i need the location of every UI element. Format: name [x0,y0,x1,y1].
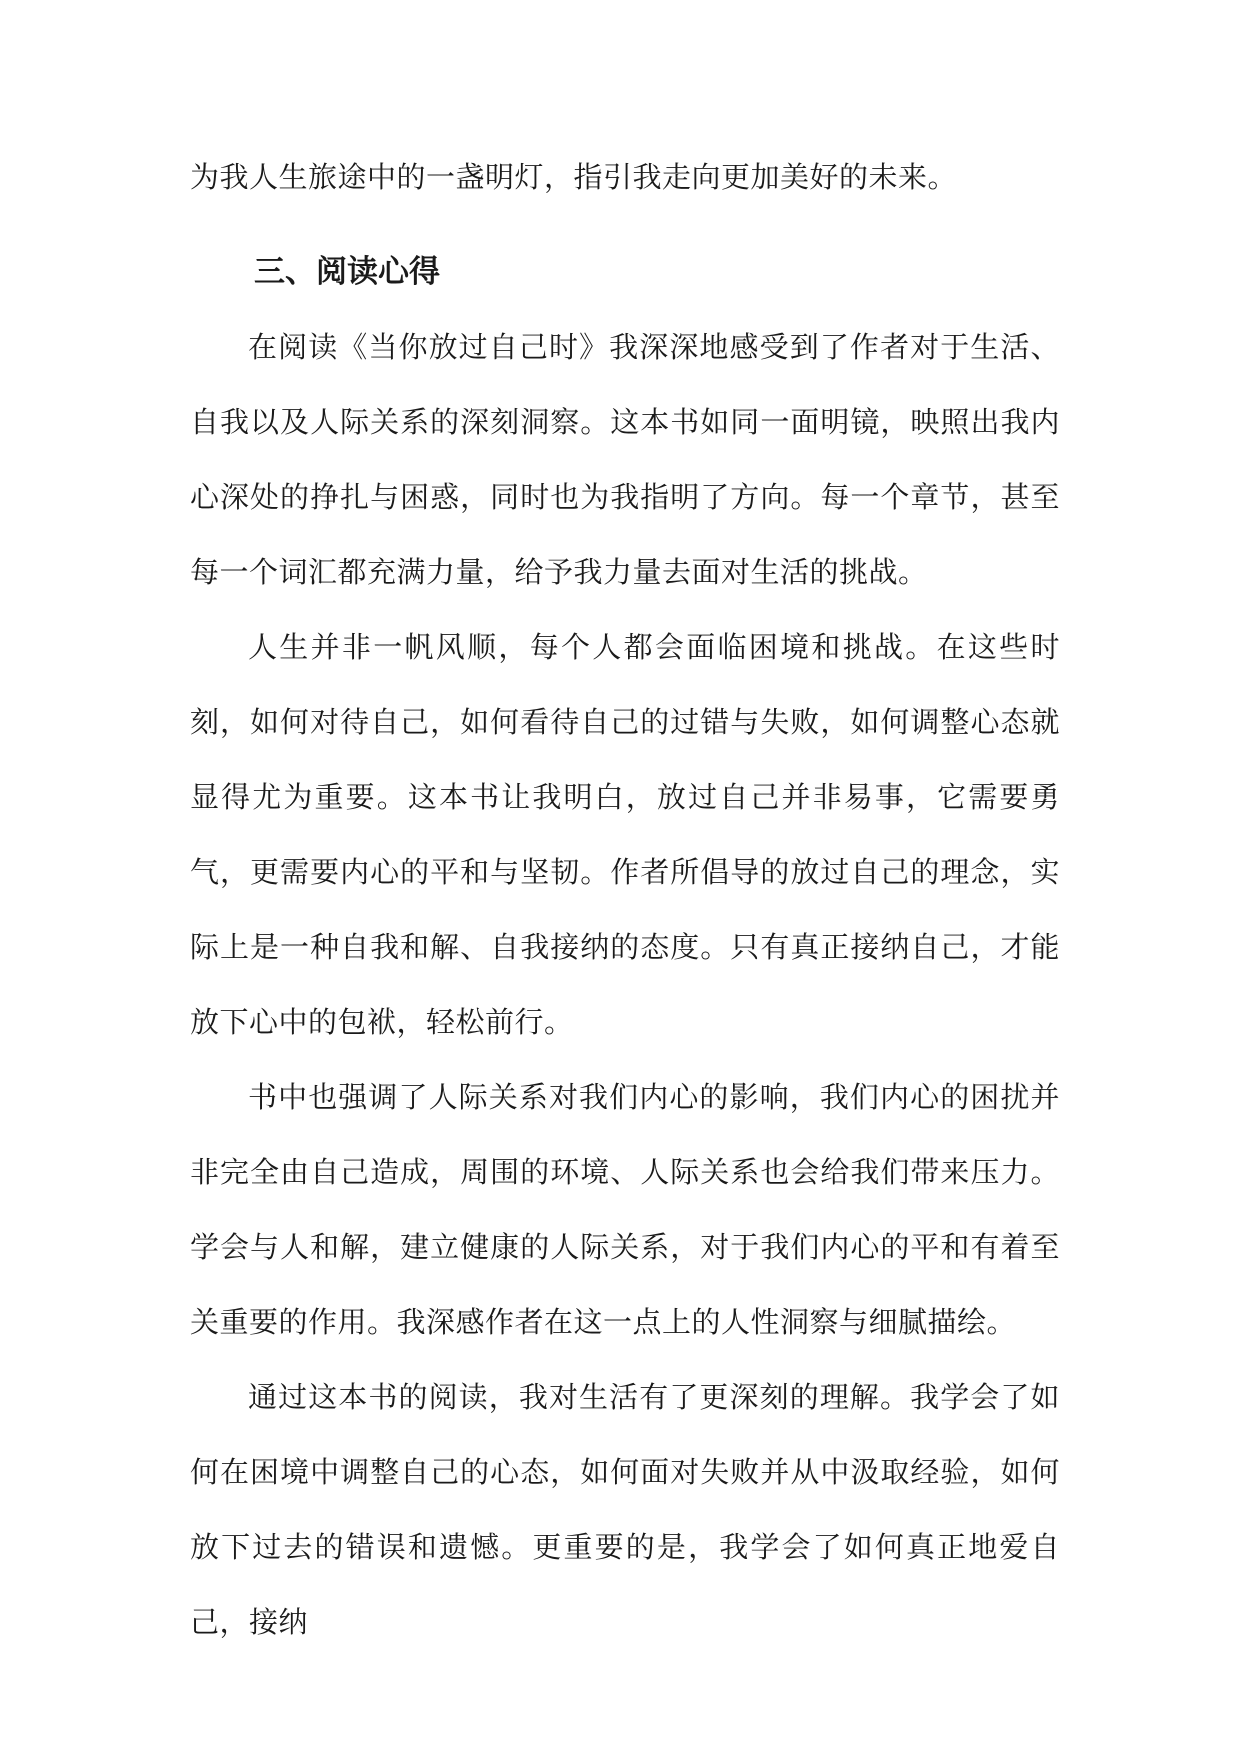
body-paragraph: 通过这本书的阅读，我对生活有了更深刻的理解。我学会了如何在困境中调整自己的心态，如何面对失败并从中汲取经验，如何放下过去的错误和遗憾。更重要的是，我学会了如何真正地爱自己，接纳 [190,1380,1060,1639]
body-paragraph: 书中也强调了人际关系对我们内心的影响，我们内心的困扰并非完全由自己造成，周围的环境、人际关系也会给我们带来压力。学会与人和解，建立健康的人际关系，对于我们内心的平和有着至关重要的作用。我深感作者在这一点上的人性洞察与细腻描绘。 [190,1080,1060,1339]
section-heading: 三、阅读心得 [254,254,440,290]
body-paragraph: 在阅读《当你放过自己时》我深深地感受到了作者对于生活、自我以及人际关系的深刻洞察。这本书如同一面明镜，映照出我内心深处的挣扎与困惑，同时也为我指明了方向。每一个章节，甚至每一个词汇都充满力量，给予我力量去面对生活的挑战。 [190,330,1060,589]
document-page [190,140,1060,1660]
body-paragraph: 人生并非一帆风顺，每个人都会面临困境和挑战。在这些时刻，如何对待自己，如何看待自己的过错与失败，如何调整心态就显得尤为重要。这本书让我明白，放过自己并非易事，它需要勇气，更需要内心的平和与坚韧。作者所倡导的放过自己的理念，实际上是一种自我和解、自我接纳的态度。只有真正接纳自己，才能放下心中的包袱，轻松前行。 [190,630,1060,1039]
continuation-paragraph: 为我人生旅途中的一盏明灯，指引我走向更加美好的未来。 [190,160,958,194]
